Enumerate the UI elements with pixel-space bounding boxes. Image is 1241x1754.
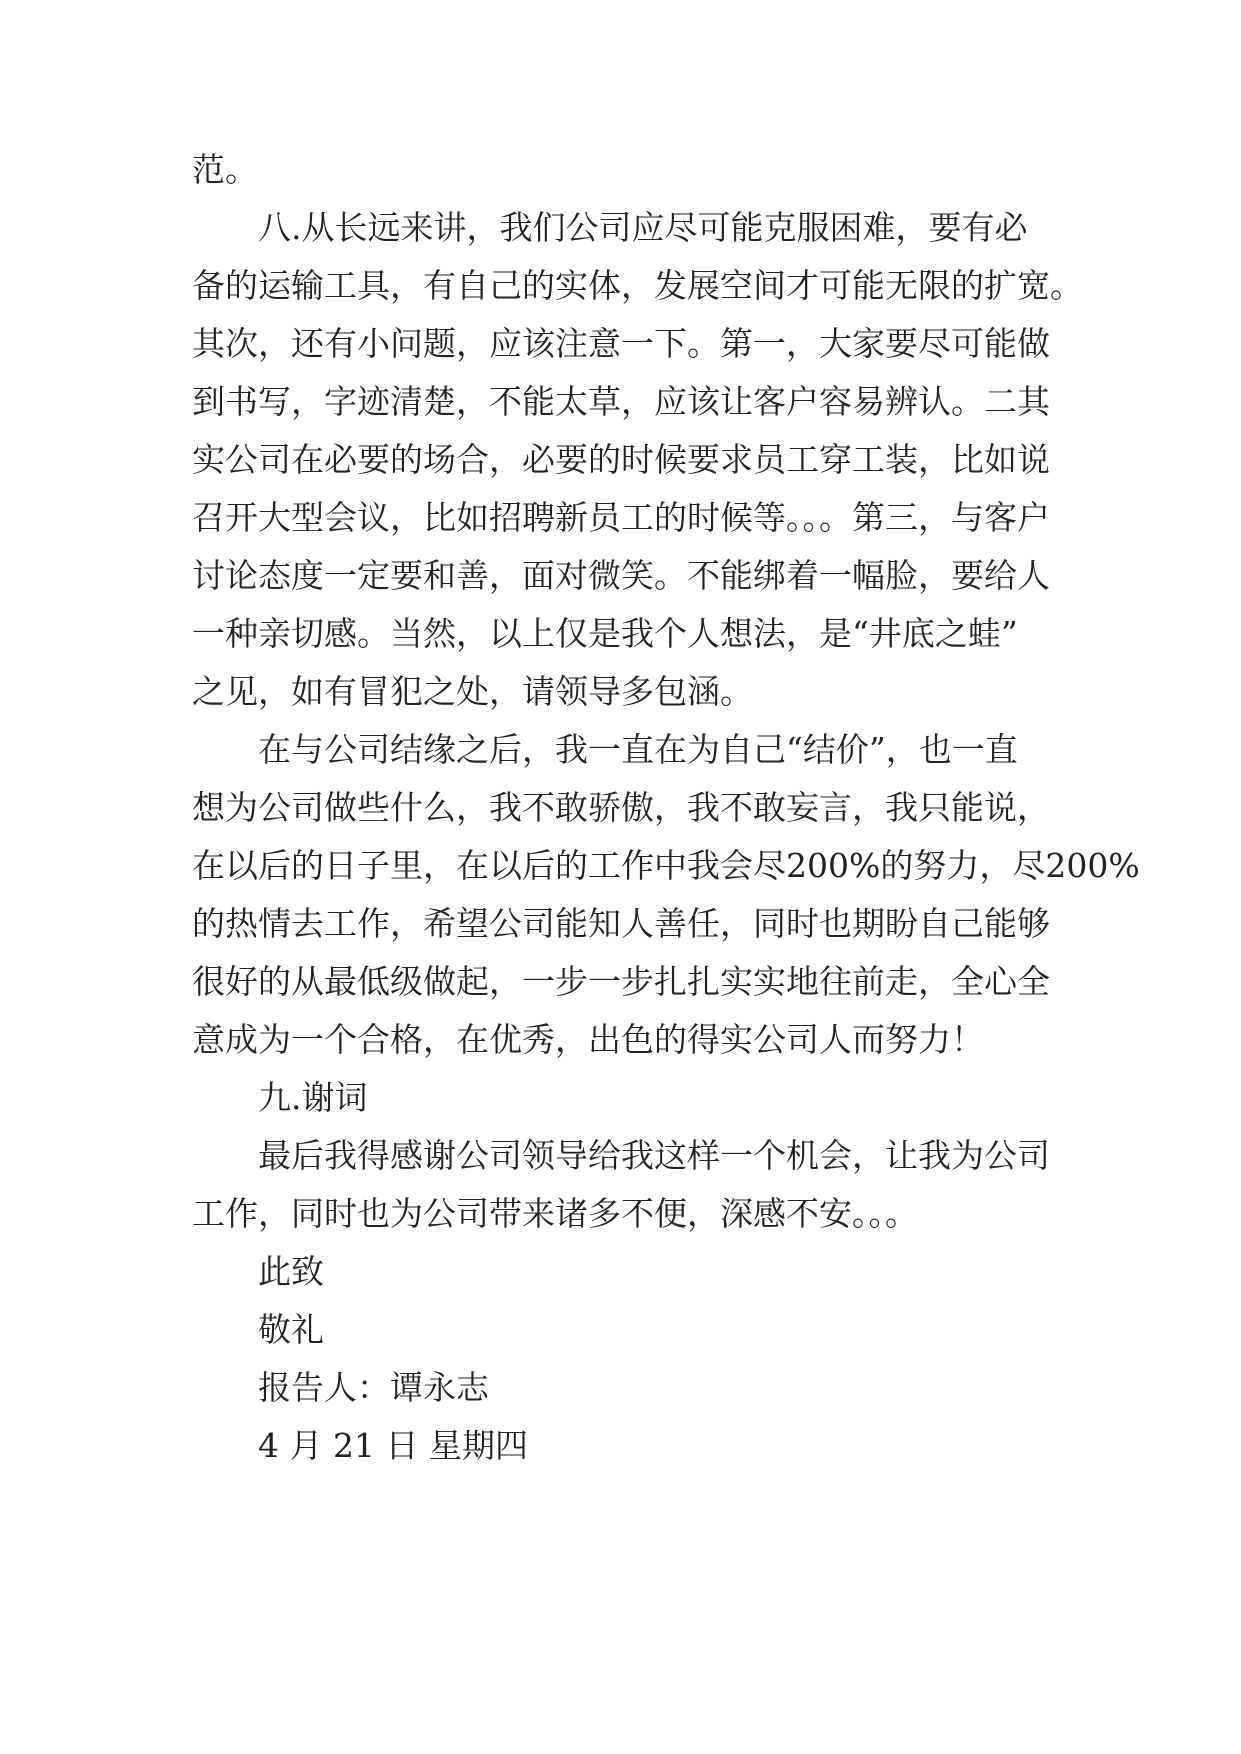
closing-line: 此致 bbox=[258, 1252, 324, 1291]
text-line: 之见，如有冒犯之处，请领导多包涵。 bbox=[192, 672, 753, 711]
text-line: 在与公司结缘之后，我一直在为自己“结价”，也一直 bbox=[258, 730, 1018, 769]
text-line: 最后我得感谢公司领导给我这样一个机会，让我为公司 bbox=[258, 1136, 1050, 1175]
text-line: 八.从长远来讲，我们公司应尽可能克服困难，要有必 bbox=[258, 208, 1028, 247]
text-line: 的热情去工作，希望公司能知人善任，同时也期盼自己能够 bbox=[192, 904, 1050, 943]
report-date: 4 月 21 日 星期四 bbox=[258, 1426, 528, 1465]
text-line: 意成为一个合格，在优秀，出色的得实公司人而努力！ bbox=[192, 1020, 984, 1059]
text-line: 一种亲切感。当然，以上仅是我个人想法，是“井底之蛙” bbox=[192, 614, 1018, 653]
closing-salutation: 敬礼 bbox=[258, 1310, 324, 1349]
text-line: 很好的从最低级做起，一步一步扎扎实实地往前走，全心全 bbox=[192, 962, 1050, 1001]
text-line: 范。 bbox=[192, 150, 258, 189]
text-line: 召开大型会议，比如招聘新员工的时候等。。。第三，与客户 bbox=[192, 498, 1050, 537]
reporter-name: 报告人：谭永志 bbox=[258, 1368, 489, 1407]
text-line: 讨论态度一定要和善，面对微笑。不能绑着一幅脸，要给人 bbox=[192, 556, 1050, 595]
section-heading: 九.谢词 bbox=[258, 1078, 368, 1117]
text-line: 备的运输工具，有自己的实体，发展空间才可能无限的扩宽。 bbox=[192, 266, 1083, 305]
text-line: 工作，同时也为公司带来诸多不便，深感不安。。。 bbox=[192, 1194, 918, 1233]
text-line: 想为公司做些什么，我不敢骄傲，我不敢妄言，我只能说， bbox=[192, 788, 1050, 827]
text-line: 在以后的日子里，在以后的工作中我会尽200%的努力，尽200% bbox=[192, 846, 1140, 885]
text-line: 实公司在必要的场合，必要的时候要求员工穿工装，比如说 bbox=[192, 440, 1050, 479]
text-line: 其次，还有小问题，应该注意一下。第一，大家要尽可能做 bbox=[192, 324, 1050, 363]
text-line: 到书写，字迹清楚，不能太草，应该让客户容易辨认。二其 bbox=[192, 382, 1050, 421]
